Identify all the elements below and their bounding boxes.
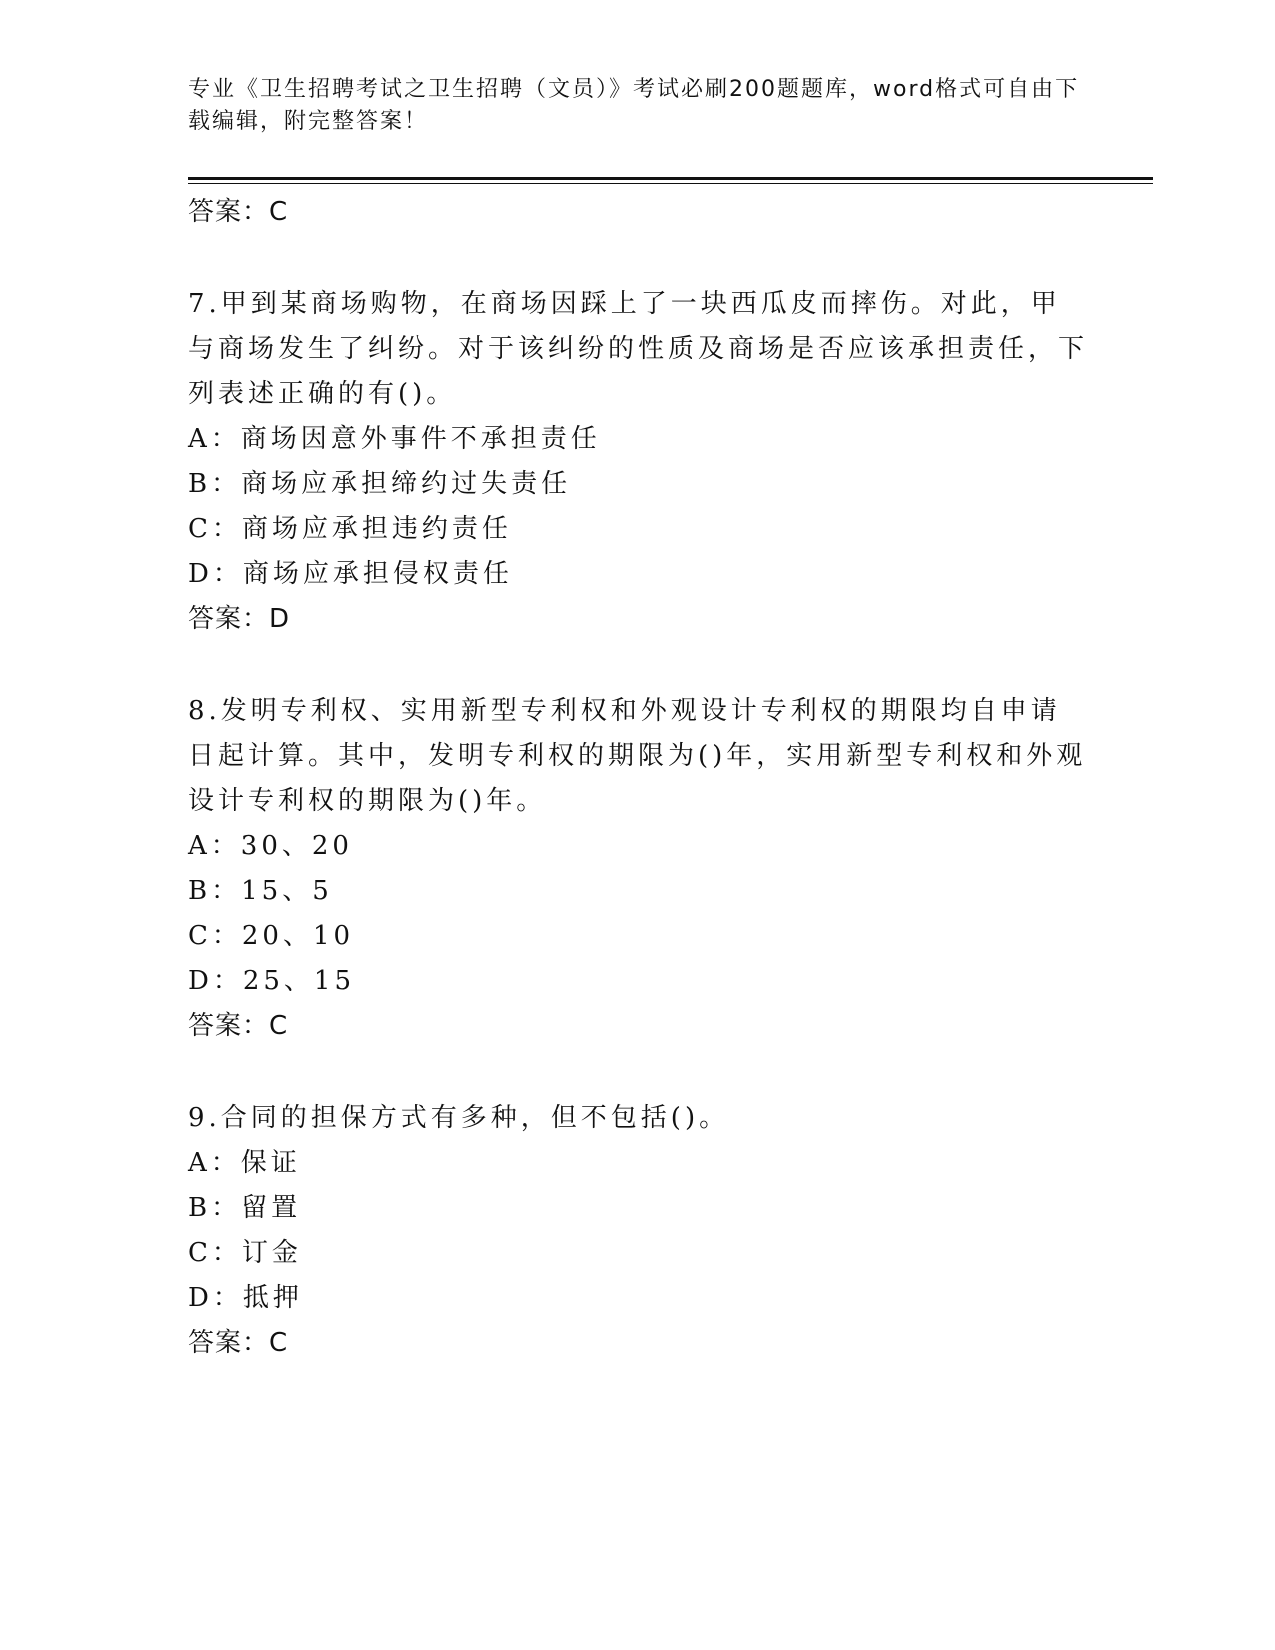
question-stem: 8.发明专利权、实用新型专利权和外观设计专利权的期限均自申请日起计算。其中，发明专利权的期限为()年，实用新型专利权和外观设计专利权的期限为()年。 <box>188 696 1087 816</box>
option-d: D：商场应承担侵权责任 <box>188 559 513 589</box>
question-9 <box>188 1096 1088 1365</box>
question-stem: 7.甲到某商场购物，在商场因踩上了一块西瓜皮而摔伤。对此，甲与商场发生了纠纷。对于该纠纷的性质及商场是否应该承担责任，下列表述正确的有()。 <box>188 289 1089 409</box>
option-d: D：抵押 <box>188 1283 303 1313</box>
option-b: B：商场应承担缔约过失责任 <box>188 469 572 499</box>
question-7 <box>188 282 1088 641</box>
question-answer: 答案：D <box>188 604 291 634</box>
option-b: B：留置 <box>188 1193 302 1223</box>
previous-answer: 答案：C <box>188 197 289 227</box>
document-header: 专业《卫生招聘考试之卫生招聘（文员）》考试必刷200题题库，word格式可自由下载编辑，附完整答案！ <box>188 77 1080 134</box>
document-body <box>188 190 1088 1365</box>
option-b: B：15、5 <box>188 876 333 906</box>
option-c: C：20、10 <box>188 921 355 951</box>
header-rule-thick <box>188 177 1153 180</box>
question-answer: 答案：C <box>188 1011 289 1041</box>
option-a: A：30、20 <box>188 831 353 861</box>
option-a: A：商场因意外事件不承担责任 <box>188 424 601 454</box>
option-c: C：订金 <box>188 1238 302 1268</box>
option-a: A：保证 <box>188 1148 301 1178</box>
question-answer: 答案：C <box>188 1328 289 1358</box>
question-stem: 9.合同的担保方式有多种，但不包括()。 <box>188 1103 730 1133</box>
header-rule-thin <box>188 183 1153 184</box>
option-d: D：25、15 <box>188 966 356 996</box>
question-8 <box>188 689 1088 1048</box>
option-c: C：商场应承担违约责任 <box>188 514 512 544</box>
